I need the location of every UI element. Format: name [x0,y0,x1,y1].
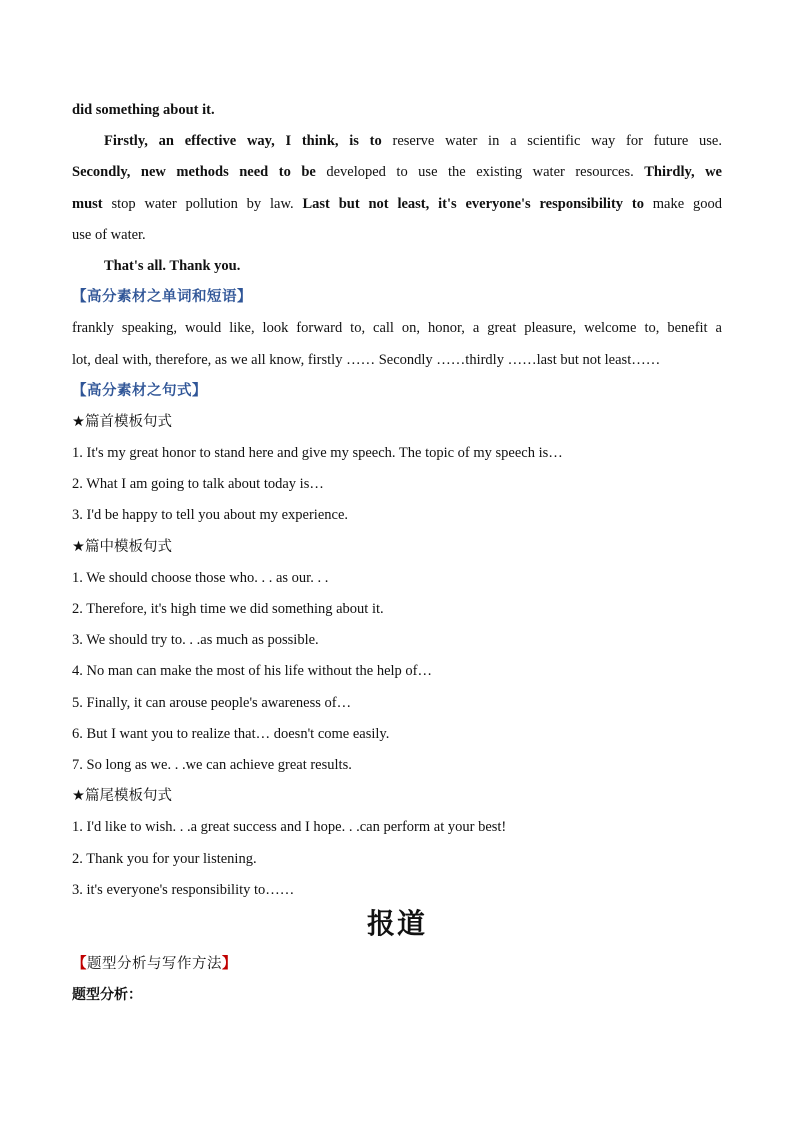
bold-text: Thirdly, we [644,164,722,181]
template-group-title [72,781,722,812]
heading-text [72,956,237,972]
body-text: use of water. [72,226,146,243]
body-text: stop water pollution by law. [102,195,303,212]
subheading-text: 题型分析： [72,987,142,1004]
section-heading-words [72,282,722,313]
list-item [72,594,722,625]
body-line [72,157,722,188]
list-item-text: 5. Finally, it can arouse people's awareness of… [72,694,352,711]
list-item [72,719,722,750]
list-item-text: 1. I'd like to wish. . .a great success and I hope. . .can perform at your best! [72,819,507,836]
bold-text: Secondly, new methods need to be [72,164,316,181]
heading-inner-text: 题型分析与写作方法 [87,955,222,972]
body-line [72,126,722,157]
body-line [72,220,722,251]
closing-line [72,251,722,282]
words-line [72,345,722,376]
bold-text: must [72,195,103,212]
bracket-left: 【 [72,955,87,972]
heading-text: 【高分素材之单词和短语】 [72,289,252,306]
list-item-text: 7. So long as we. . .we can achieve great results. [72,756,352,773]
document-page [72,95,722,1011]
group-title-text: ★篇尾模板句式 [72,788,172,805]
list-item [72,500,722,531]
list-item [72,844,722,875]
list-item [72,688,722,719]
group-title-text: ★篇首模板句式 [72,413,172,430]
list-item [72,656,722,687]
bold-text: did something about it. [72,102,215,118]
section-heading-sentences [72,376,722,407]
bold-text: That's all. Thank you. [104,257,241,274]
subheading-line [72,980,722,1011]
heading-text: 【高分素材之句式】 [72,382,207,399]
list-item-text: 2. Therefore, it's high time we did something about it. [72,601,384,617]
section-heading-report [72,949,722,980]
bold-text: Last but not least, it's everyone's responsibility to [302,195,644,212]
words-line [72,313,722,344]
list-item-text: 6. But I want you to realize that… doesn't come easily. [72,725,390,742]
list-item [72,438,722,469]
body-text: reserve water in a scientific way for future use. [381,133,722,150]
body-text: developed to use the existing water resources. [315,164,645,181]
body-text: frankly speaking, would like, look forward to, call on, honor, a great pleasure, welcome to, benefit a [72,320,722,337]
list-item-text: 3. We should try to. . .as much as possible. [72,632,319,649]
list-item-text: 1. We should choose those who. . . as our. . . [72,569,329,586]
list-item-text: 3. it's everyone's responsibility to…… [72,881,295,898]
bold-text: Firstly, an effective way, I think, is to [104,133,382,150]
list-item [72,812,722,843]
list-item-text: 2. Thank you for your listening. [72,850,257,867]
body-line [72,189,722,220]
list-item [72,625,722,656]
body-line [72,95,722,126]
body-text: lot, deal with, therefore, as we all know, firstly …… Secondly ……thirdly ……last but not least…… [72,351,661,368]
list-item-text: 3. I'd be happy to tell you about my experience. [72,507,349,524]
group-title-text: ★篇中模板句式 [72,538,172,555]
section-title-report: 报道 [366,906,427,940]
list-item [72,750,722,781]
list-item [72,469,722,500]
template-group-title [72,407,722,438]
body-text: make good [643,195,722,212]
list-item [72,563,722,594]
list-item-text: 2. What I am going to talk about today is… [72,476,324,493]
template-group-title [72,532,722,563]
list-item-text: 4. No man can make the most of his life without the help of… [72,663,433,680]
list-item-text: 1. It's my great honor to stand here and give my speech. The topic of my speech is… [72,445,563,462]
bracket-right: 】 [222,955,237,972]
